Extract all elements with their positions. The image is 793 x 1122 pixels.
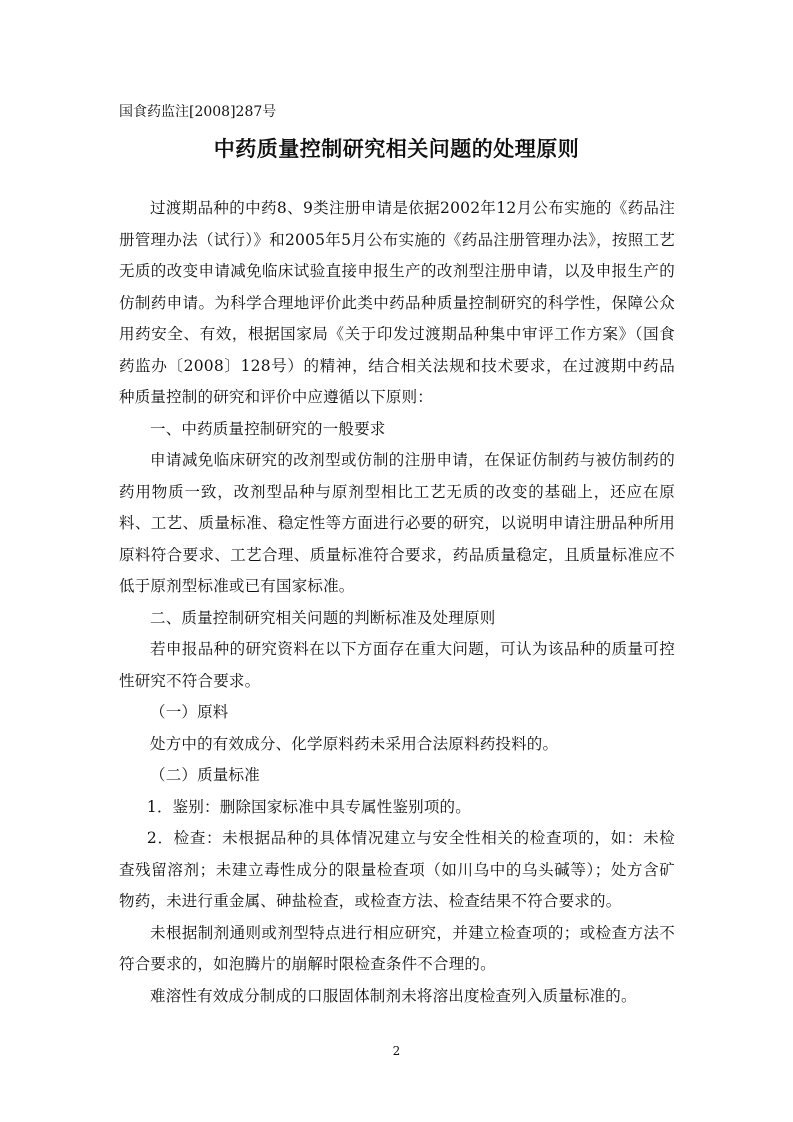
document-title: 中药质量控制研究相关问题的处理原则 (213, 137, 580, 161)
subsection-heading-raw-materials: （一）原料 (150, 703, 229, 721)
document-number: 国食药监注[2008]287号 (119, 104, 277, 120)
subsection-heading-quality-standard: （二）质量标准 (150, 766, 260, 784)
paragraph-criteria-intro: 若申报品种的研究资料在以下方面存在重大问题，可认为该品种的质量可控性研究不符合要求。 (119, 640, 675, 690)
paragraph-general-requirements: 申请减免临床研究的改剂型或仿制的注册申请，在保证仿制药与被仿制药的药用物质一致，改剂型品种与原剂型相比工艺无质的改变的基础上，还应在原料、工艺、质量标准、稳定性等方面进行必要的研究，以说明申请注册品种所用原料符合要求、工艺合理、质量标准符合要求，药品质量稳定，且质量标准应不低于原剂型标准或已有国家标准。 (119, 451, 675, 595)
section-heading-criteria: 二、质量控制研究相关问题的判断标准及处理原则 (150, 608, 496, 627)
paragraph-dosage-form-inspection: 未根据制剂通则或剂型特点进行相应研究，并建立检查项的；或检查方法不符合要求的，如泡腾片的崩解时限检查条件不合理的。 (119, 923, 675, 973)
list-item-inspection: 2．检查：未根据品种的具体情况建立与安全性相关的检查项的，如：未检查残留溶剂；未建立毒性成分的限量检查项（如川乌中的乌头碱等）；处方含矿物药，未进行重金属、砷盐检查，或检查方法、检查结果不符合要求的。 (119, 829, 675, 910)
paragraph-intro: 过渡期品种的中药8、9类注册申请是依据2002年12月公布实施的《药品注册管理办法（试行）》和2005年5月公布实施的《药品注册管理办法》，按照工艺无质的改变申请减免临床试验直接申报生产的改剂型注册申请，以及申报生产的仿制药申请。为科学合理地评价此类中药品种质量控制研究的科学性，保障公众用药安全、有效，根据国家局《关于印发过渡期品种集中审评工作方案》（国食药监办〔2008〕128号）的精神，结合相关法规和技术要求，在过渡期中药品种质量控制的研究和评价中应遵循以下原则： (119, 199, 675, 406)
paragraph-raw-materials: 处方中的有效成分、化学原料药未采用合法原料药投料的。 (150, 734, 559, 753)
list-item-identification: 1．鉴别：删除国家标准中具专属性鉴别项的。 (146, 797, 471, 816)
page-number: 2 (392, 1044, 401, 1058)
paragraph-dissolution: 难溶性有效成分制成的口服固体制剂未将溶出度检查列入质量标准的。 (150, 986, 637, 1005)
document-body (119, 193, 675, 1012)
section-heading-general-requirements: 一、中药质量控制研究的一般要求 (150, 419, 386, 438)
